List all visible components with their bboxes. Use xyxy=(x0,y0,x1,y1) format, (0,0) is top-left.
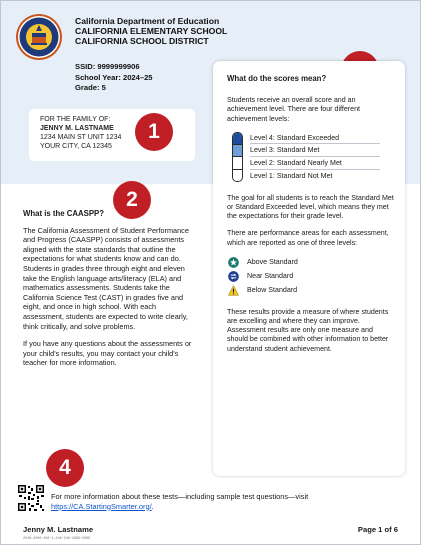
footer-document-code: 2046—2006~286~1—246~246~2886~2086 xyxy=(23,537,91,541)
starting-smarter-link[interactable]: https://CA.StartingSmarter.org/ xyxy=(51,501,152,511)
department-name: California Department of Education xyxy=(75,16,220,26)
badge-2: 2 xyxy=(113,181,151,219)
caaspp-paragraph-2: If you have any questions about the assessments or your child's results, you may contact your child's teacher for more information. xyxy=(23,339,192,368)
level-3-label: Level 3: Standard Met xyxy=(250,144,380,157)
more-info-prefix: For more information about these tests—including sample test questions—visit xyxy=(51,492,309,501)
scores-goal: The goal for all students is to reach the Standard Met or Standard Exceeded level, which means they met the expectations for their grade level. xyxy=(227,193,394,221)
level-4-label: Level 4: Standard Exceeded xyxy=(250,132,380,145)
level-thermometer-icon xyxy=(232,132,243,182)
thermometer-segment-3 xyxy=(233,145,242,157)
grade: Grade: 5 xyxy=(75,83,106,92)
near-standard-label: Near Standard xyxy=(247,272,294,281)
district-name: CALIFORNIA SCHOOL DISTRICT xyxy=(75,36,209,46)
level-list xyxy=(250,132,380,182)
school-name: CALIFORNIA ELEMENTARY SCHOOL xyxy=(75,26,228,36)
arrows-circle-icon xyxy=(228,271,239,282)
level-1-label: Level 1: Standard Not Met xyxy=(250,171,333,180)
below-standard-label: Below Standard xyxy=(247,286,298,295)
performance-below xyxy=(227,284,395,298)
scores-card xyxy=(213,61,405,476)
address-city: YOUR CITY, CA 12345 xyxy=(40,143,112,150)
badge-1: 1 xyxy=(135,113,173,151)
achievement-levels xyxy=(227,132,395,184)
qr-code-icon xyxy=(17,484,45,512)
ssid: SSID: 9999999906 xyxy=(75,62,140,71)
level-2-label: Level 2: Standard Nearly Met xyxy=(250,157,380,170)
student-info xyxy=(75,62,153,94)
performance-levels xyxy=(227,256,395,298)
seal-icon xyxy=(15,13,63,61)
address-street: 1234 MAIN ST UNIT 1234 xyxy=(40,134,122,141)
warning-triangle-icon xyxy=(228,285,239,296)
star-circle-icon xyxy=(228,257,239,268)
scores-closing: These results provide a measure of where students are excelling and where they can improve. Assessment results are only one measure and should be combined with other information to better understand student achievement. xyxy=(227,307,389,353)
performance-near xyxy=(227,270,395,284)
address-line1: FOR THE FAMILY OF: xyxy=(40,116,111,123)
performance-intro: There are performance areas for each assessment, which are reported as one of three levels: xyxy=(227,229,389,247)
footer-student-name: Jenny M. Lastname xyxy=(23,525,94,534)
scores-intro: Students receive an overall score and an achievement level. There are four different achievement levels: xyxy=(227,96,361,123)
thermometer-segment-1 xyxy=(233,170,242,182)
thermometer-segment-2 xyxy=(233,158,242,170)
badge-4: 4 xyxy=(46,449,84,487)
header-titles xyxy=(75,16,227,46)
address-name: JENNY M. LASTNAME xyxy=(40,125,114,132)
caaspp-paragraph-1: The California Assessment of Student Performance and Progress (CAASPP) consists of assessments aligned with the state standards that outline the expectations for what students know and can do. Students in grades three through eight and eleven take the English language arts/literacy (ELA) and mathematics assessments. Students take the California Science Test (CAST) in grades five and eight, and once in high school. With each assessment, students are expected to write clearly, think critically, and solve problems. xyxy=(23,225,189,331)
above-standard-label: Above Standard xyxy=(247,258,298,267)
school-year: School Year: 2024–25 xyxy=(75,72,153,82)
caaspp-heading: What is the CAASPP? xyxy=(23,209,105,218)
page-number: Page 1 of 6 xyxy=(357,525,398,534)
scores-heading: What do the scores mean? xyxy=(227,74,327,83)
thermometer-segment-4 xyxy=(233,133,242,145)
more-info-suffix: . xyxy=(151,501,154,511)
caaspp-section xyxy=(23,209,195,376)
more-info-text xyxy=(51,492,381,511)
performance-above xyxy=(227,256,395,270)
